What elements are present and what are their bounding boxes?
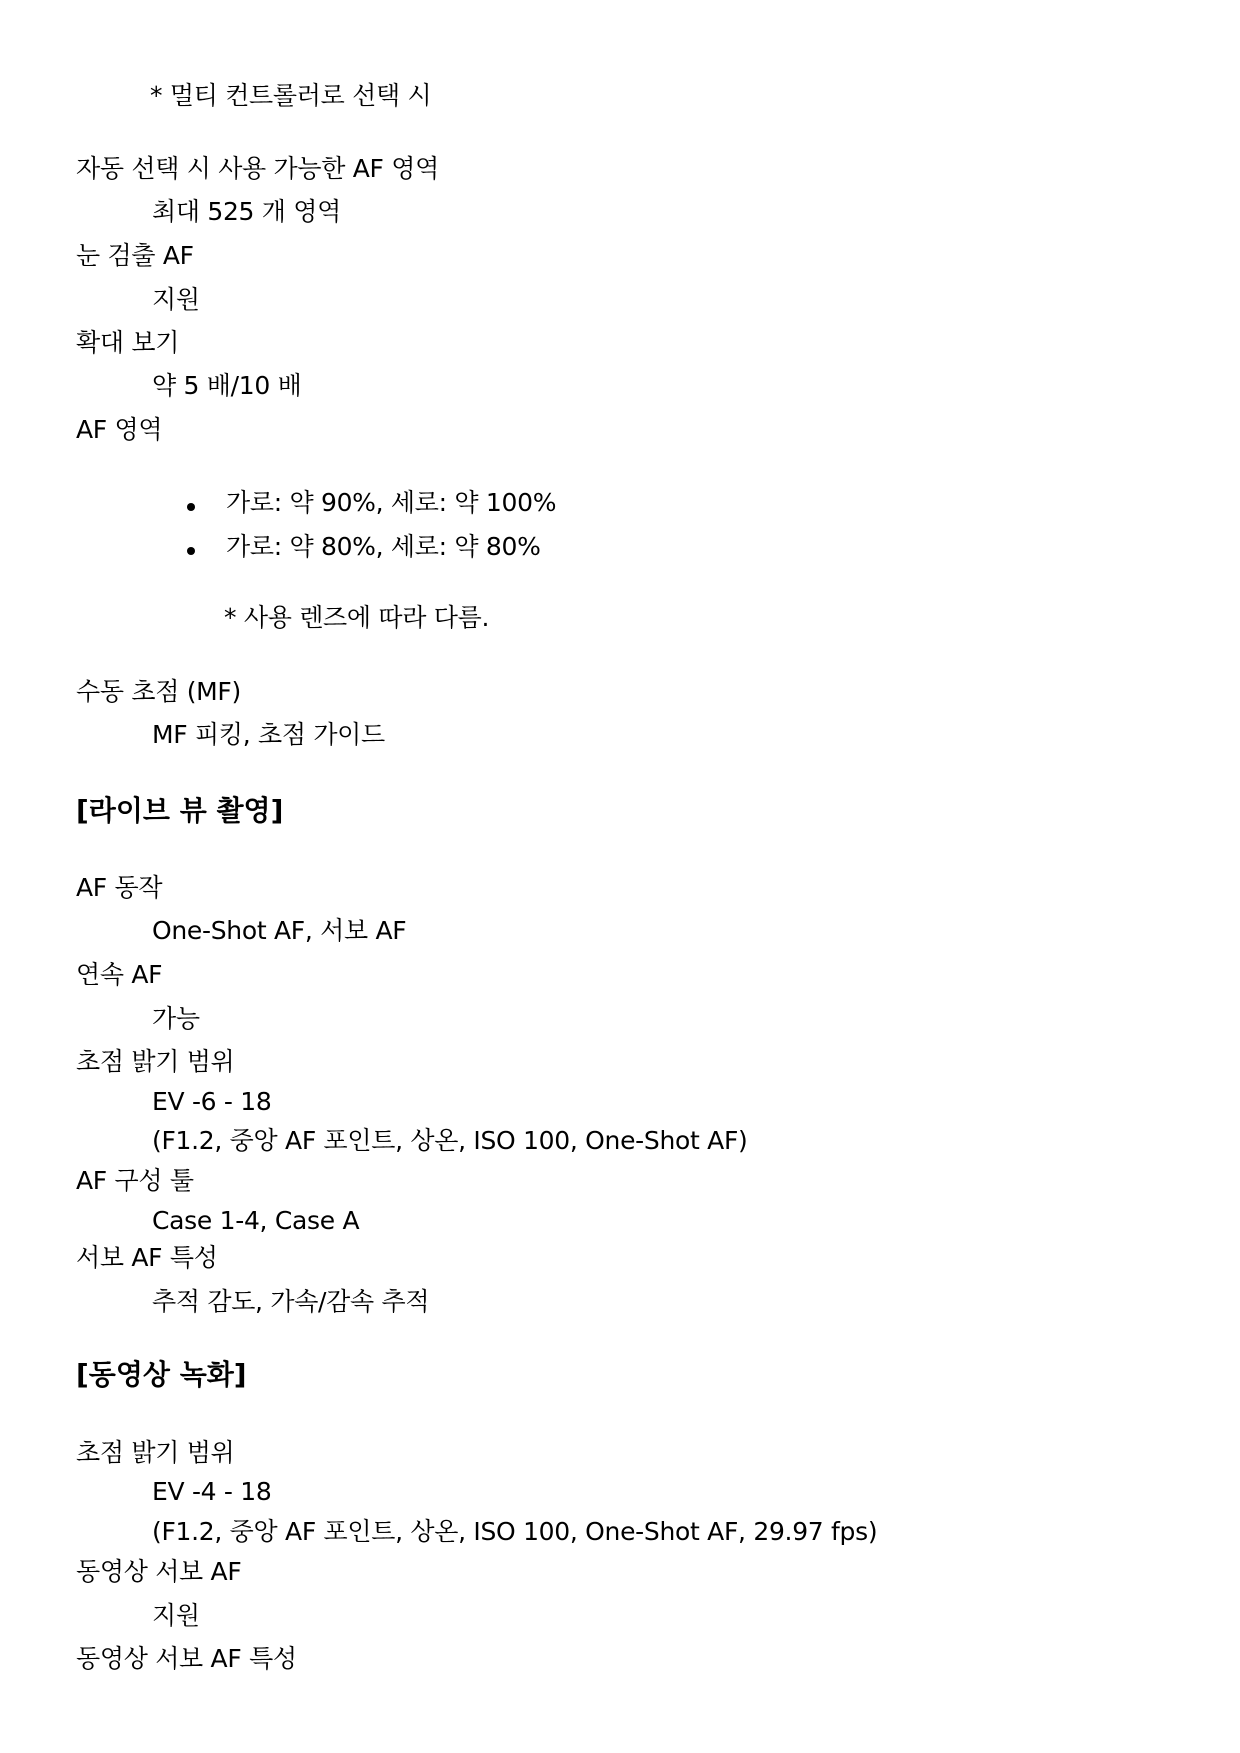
spec-term-movie-servo-af: 동영상 서보 AF	[76, 1557, 242, 1586]
bullet-icon	[187, 503, 195, 511]
spec-value-movie-focus-range: EV -4 - 18	[152, 1477, 272, 1506]
spec-term-continuous-af: 연속 AF	[76, 960, 163, 989]
spec-condition-focus-range: (F1.2, 중앙 AF 포인트, 상온, ISO 100, One-Shot AF)	[152, 1126, 748, 1155]
spec-term-focus-range: 초점 밝기 범위	[76, 1047, 235, 1076]
note-multi-controller: * 멀티 컨트롤러로 선택 시	[150, 81, 432, 110]
spec-value-continuous-af: 가능	[152, 1004, 200, 1033]
spec-value-mf: MF 피킹, 초점 가이드	[152, 720, 385, 749]
list-item-af-area-2: 가로: 약 80%, 세로: 약 80%	[226, 532, 541, 561]
spec-value-af-operation: One-Shot AF, 서보 AF	[152, 916, 407, 945]
spec-value-eye-af: 지원	[152, 285, 200, 314]
spec-term-movie-focus-range: 초점 밝기 범위	[76, 1438, 235, 1467]
list-item-af-area-1: 가로: 약 90%, 세로: 약 100%	[226, 488, 557, 517]
spec-value-auto-af-area: 최대 525 개 영역	[152, 197, 342, 226]
spec-condition-movie-focus-range: (F1.2, 중앙 AF 포인트, 상온, ISO 100, One-Shot AF, 29.97 fps)	[152, 1517, 878, 1546]
spec-value-servo-char: 추적 감도, 가속/감속 추적	[152, 1287, 430, 1316]
spec-value-magnify: 약 5 배/10 배	[152, 371, 302, 400]
spec-value-movie-servo-af: 지원	[152, 1601, 200, 1630]
spec-term-af-area: AF 영역	[76, 415, 163, 444]
section-heading-movie: [동영상 녹화]	[76, 1358, 247, 1391]
spec-term-eye-af: 눈 검출 AF	[76, 241, 194, 270]
section-heading-live-view: [라이브 뷰 촬영]	[76, 794, 284, 827]
spec-value-focus-range: EV -6 - 18	[152, 1087, 272, 1116]
spec-value-af-config: Case 1-4, Case A	[152, 1206, 360, 1235]
spec-term-af-operation: AF 동작	[76, 873, 163, 902]
spec-term-mf: 수동 초점 (MF)	[76, 677, 241, 706]
note-lens-dependent: * 사용 렌즈에 따라 다름.	[224, 603, 490, 632]
spec-term-auto-af-area: 자동 선택 시 사용 가능한 AF 영역	[76, 154, 439, 183]
spec-term-movie-servo-char: 동영상 서보 AF 특성	[76, 1644, 297, 1673]
spec-term-magnify: 확대 보기	[76, 328, 180, 357]
spec-term-af-config: AF 구성 툴	[76, 1166, 194, 1195]
spec-term-servo-char: 서보 AF 특성	[76, 1243, 218, 1272]
bullet-icon	[187, 547, 195, 555]
